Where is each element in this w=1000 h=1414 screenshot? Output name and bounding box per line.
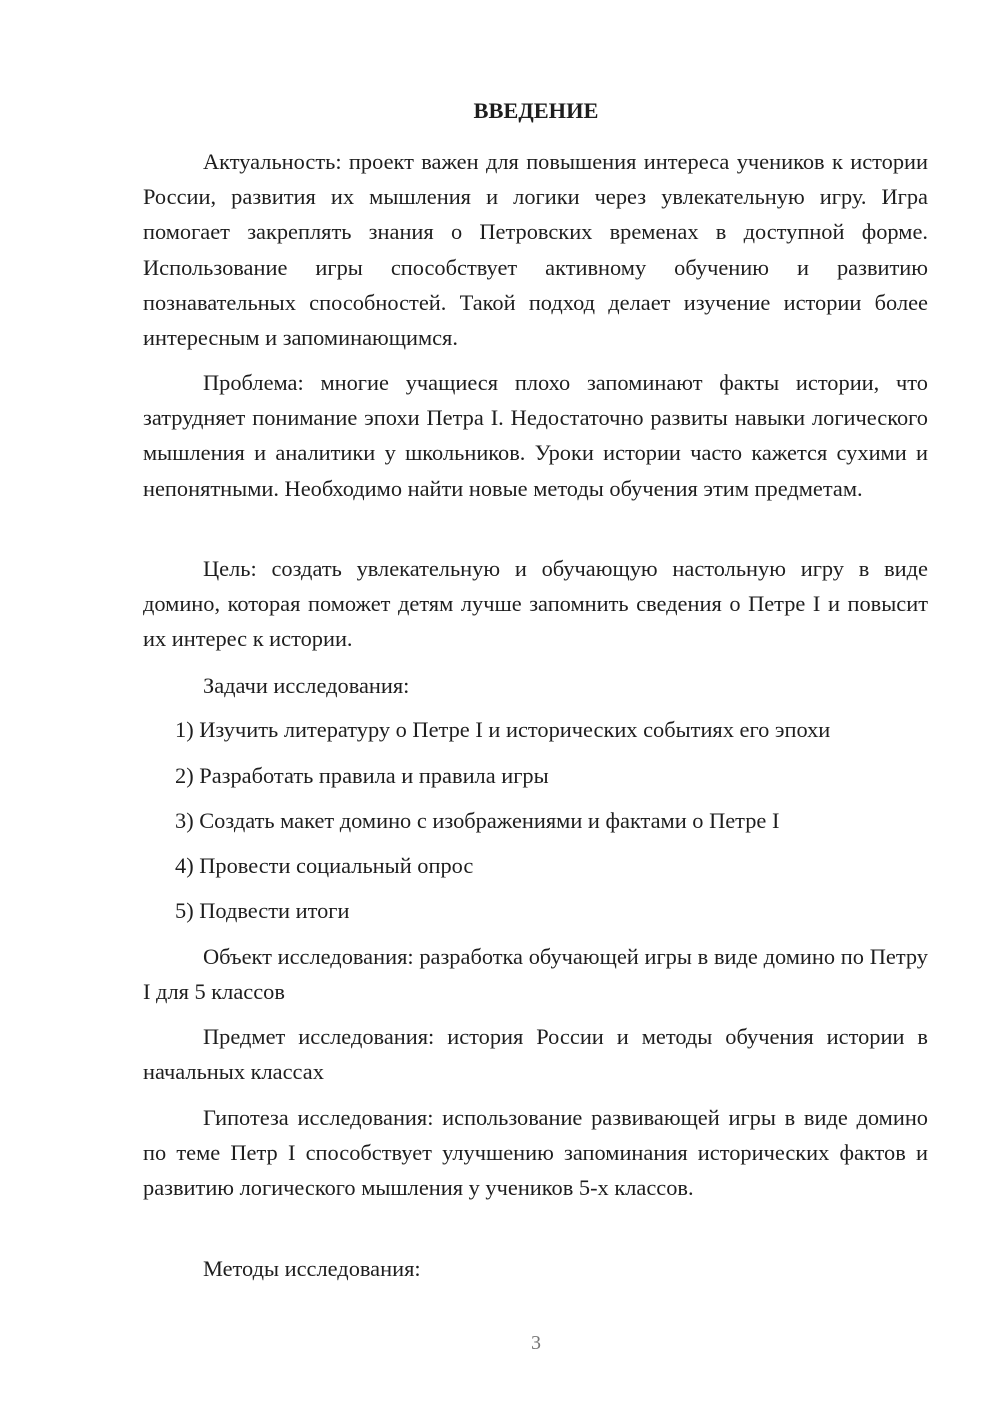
relevance-paragraph: Актуальность: проект важен для повышения интереса учеников к истории России, развития их мышления и логики через увлекательную игру. Игра помогает закреплять знания о Петровских временах в доступной форме. Использование игры способствует активному обучению и развитию познавательных способностей. Такой подход делает изучение истории более интересным и запоминающимся. [143, 149, 928, 351]
page-title: ВВЕДЕНИЕ [473, 98, 599, 123]
page-number: 3 [531, 1332, 541, 1354]
task-item-5: 5) Подвести итоги [175, 898, 350, 923]
object-paragraph: Объект исследования: разработка обучающей игры в виде домино по Петру I для 5 классов [143, 944, 928, 1005]
tasks-heading: Задачи исследования: [203, 673, 410, 698]
task-item-2: 2) Разработать правила и правила игры [175, 763, 549, 788]
problem-paragraph: Проблема: многие учащиеся плохо запоминают факты истории, что затрудняет понимание эпохи Петра I. Недостаточно развиты навыки логического мышления и аналитики у школьников. Уроки истории часто кажется сухими и непонятными. Необходимо найти новые методы обучения этим предметам. [143, 370, 928, 501]
hypothesis-paragraph: Гипотеза исследования: использование развивающей игры в виде домино по теме Петр I способствует улучшению запоминания исторических фактов и развитию логического мышления у учеников 5-х классов. [143, 1105, 928, 1201]
subject-paragraph: Предмет исследования: история России и методы обучения истории в начальных классах [143, 1024, 928, 1085]
task-item-4: 4) Провести социальный опрос [175, 853, 474, 878]
goal-paragraph: Цель: создать увлекательную и обучающую настольную игру в виде домино, которая поможет детям лучше запомнить сведения о Петре I и повысит их интерес к истории. [143, 556, 928, 652]
task-item-3: 3) Создать макет домино с изображениями и фактами о Петре I [175, 808, 780, 833]
methods-heading: Методы исследования: [203, 1256, 421, 1281]
task-item-1: 1) Изучить литературу о Петре I и исторических событиях его эпохи [175, 717, 831, 742]
